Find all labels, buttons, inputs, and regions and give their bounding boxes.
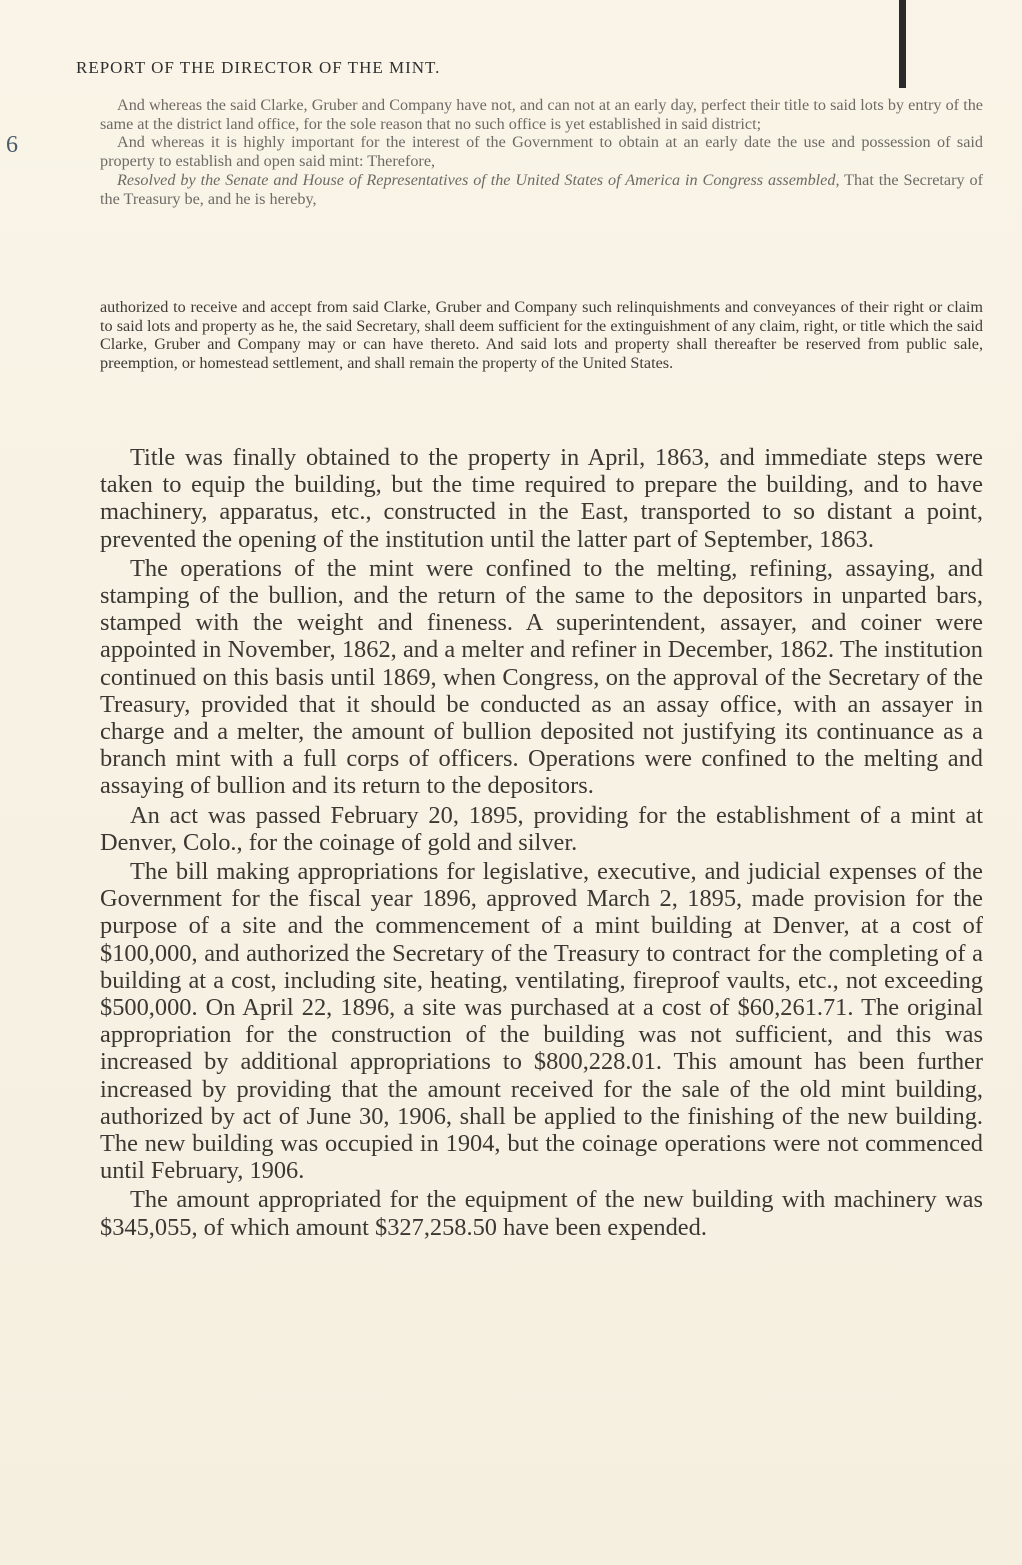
resolved-paragraph xyxy=(100,171,983,208)
resolution-preamble xyxy=(100,96,983,208)
page-number: 6 xyxy=(6,132,18,158)
body-paragraph-operations: The operations of the mint were confined to the melting, refining, assaying, and stamping of the bullion, and the return of the same to the depositors in unparted bars, stamped with the weight and fineness. A superintendent, assayer, and coiner were appointed in November, 1862, and a melter and refiner in December, 1862. The institution continued on this basis until 1869, when Congress, on the approval of the Secretary of the Treasury, provided that it should be conducted as an assay office, with an assayer in charge and a melter, the amount of bullion deposited not justifying its continuance as a branch mint with a full corps of officers. Operations were confined to the melting and assaying of bullion and its return to the depositors. xyxy=(100,554,983,800)
body-paragraph-equipment: The amount appropriated for the equipment of the new building with machinery was $345,055, of which amount $327,258.50 have been expended. xyxy=(100,1186,983,1241)
body-paragraph-title-obtained: Title was finally obtained to the property in April, 1863, and immediate steps were taken to equip the building, but the time required to prepare the building, and to have machinery, apparatus, etc., constructed in the East, transported to so distant a point, prevented the opening of the institution until the latter part of September, 1863. xyxy=(100,444,983,553)
page-edge-mark xyxy=(899,0,906,88)
whereas-paragraph-1: And whereas the said Clarke, Gruber and Company have not, and can not at an early day, perfect their title to said lots by entry of the same at the district land office, for the sole reason that no such office is yet established in said district; xyxy=(100,96,983,133)
body-paragraph-act-1895: An act was passed February 20, 1895, providing for the establishment of a mint at Denver, Colo., for the coinage of gold and silver. xyxy=(100,801,983,856)
main-text xyxy=(100,444,983,1243)
running-head: REPORT OF THE DIRECTOR OF THE MINT. xyxy=(76,58,441,77)
whereas-paragraph-2: And whereas it is highly important for the interest of the Government to obtain at an early date the use and possession of said property to establish and open said mint: Therefore, xyxy=(100,133,983,171)
resolved-clause: Resolved by the Senate and House of Representatives of the United States of America in Congress assembled, xyxy=(117,170,840,189)
resolution-body xyxy=(100,298,983,373)
resolved-continuation: That the Secretary of the Treasury be, and he is hereby, xyxy=(100,170,983,208)
resolution-authorization: authorized to receive and accept from said Clarke, Gruber and Company such relinquishments and conveyances of their right or claim to said lots and property as he, the said Secretary, shall deem sufficient for the extinguishment of any claim, right, or title which the said Clarke, Gruber and Company may or can have thereto. And said lots and property shall thereafter be reserved from public sale, preemption, or homestead settlement, and shall remain the property of the United States. xyxy=(100,298,983,373)
body-paragraph-appropriations: The bill making appropriations for legislative, executive, and judicial expenses of the Government for the fiscal year 1896, approved March 2, 1895, made provision for the purpose of a site and the commencement of a mint building at Denver, at a cost of $100,000, and authorized the Secretary of the Treasury to contract for the completing of a building at a cost, including site, heating, ventilating, fireproof vaults, etc., not exceeding $500,000. On April 22, 1896, a site was purchased at a cost of $60,261.71. The original appropriation for the construction of the building was not sufficient, and this was increased by additional appropriations to $800,228.01. This amount has been further increased by providing that the amount received for the sale of the old mint building, authorized by act of June 30, 1906, shall be applied to the finishing of the new building. The new building was occupied in 1904, but the coinage operations were not commenced until February, 1906. xyxy=(100,858,983,1185)
